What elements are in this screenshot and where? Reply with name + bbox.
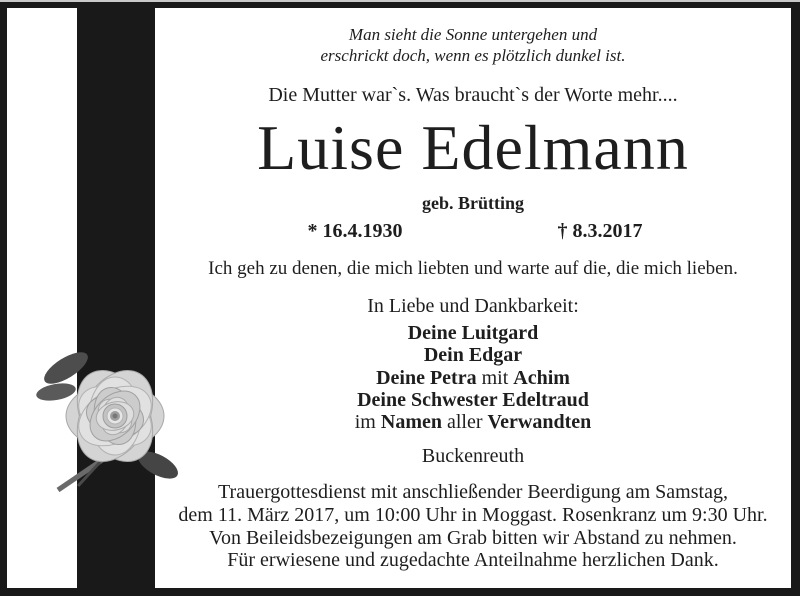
epigraph-line-1: Man sieht die Sonne untergehen und [348,25,598,44]
mourner-name: Deine Petra [376,367,477,389]
closing-heading: In Liebe und Dankbarkeit: [367,295,579,317]
mourner-line-1: Deine Luitgard [407,322,539,344]
mourner-line-3 [155,367,791,390]
funeral-info-line-3: Von Beileidsbezeigungen am Grab bitten wir Abstand zu nehmen. [209,527,737,549]
mourner-line-5 [155,411,791,434]
scan-edge-line [0,0,800,2]
funeral-info-line-4: Für erwiesene und zugedachte Anteilnahme herzlichen Dank. [227,549,719,571]
intro-line: Die Mutter war`s. Was braucht`s der Worte mehr.... [268,84,678,106]
place-name: Buckenreuth [421,445,525,467]
mourner-text-bold: Namen [380,411,442,433]
deceased-name: Luise Edelmann [257,112,689,183]
mourner-line-2: Dein Edgar [423,344,523,366]
frame-border-right [791,0,800,596]
birth-date: * 16.4.1930 [307,220,403,242]
mourner-line-4: Deine Schwester Edeltraud [357,389,589,411]
frame-border-bottom [0,588,800,596]
frame-border-top [0,2,800,8]
epigraph-line-2: erschrickt doch, wenn es plötzlich dunkel ist. [320,46,626,65]
frame-border-left [0,0,7,596]
mourner-connector: mit [476,367,514,389]
mourner-text-bold: Verwandten [487,411,592,433]
mourner-text: im [354,411,381,433]
mourner-name: Achim [513,367,570,389]
mourning-band [77,0,155,596]
funeral-info-line-2: dem 11. März 2017, um 10:00 Uhr in Moggast. Rosenkranz um 9:30 Uhr. [178,504,768,526]
funeral-info-line-1: Trauergottesdienst mit anschließender Beerdigung am Samstag, [218,481,728,503]
mourner-text: aller [441,411,488,433]
motto-line: Ich geh zu denen, die mich liebten und warte auf die, die mich lieben. [208,258,738,279]
death-date: † 8.3.2017 [557,220,643,242]
maiden-name: geb. Brütting [421,193,524,213]
